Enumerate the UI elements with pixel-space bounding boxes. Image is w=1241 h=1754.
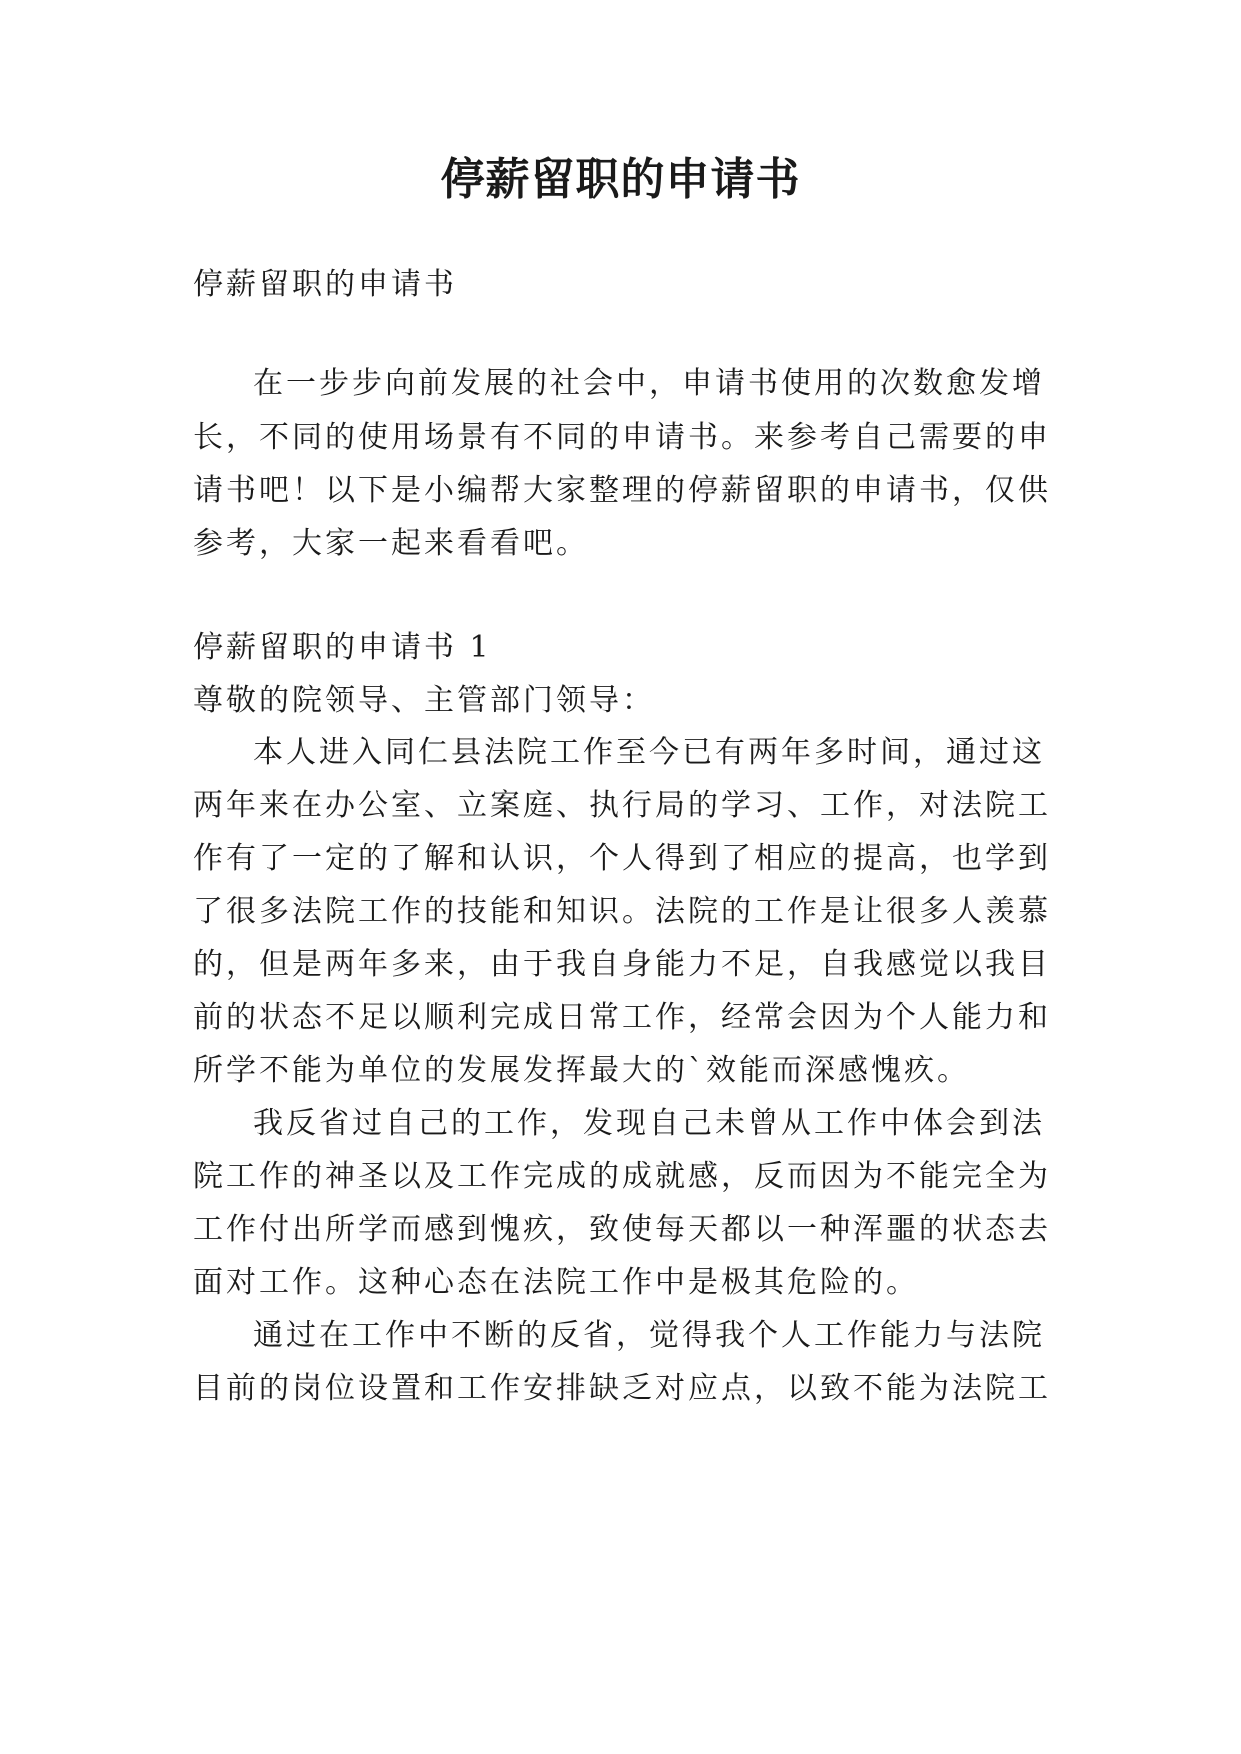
- intro-line: 请书吧！以下是小编帮大家整理的停薪留职的申请书，仅供: [193, 473, 1051, 508]
- paragraph-line: 作有了一定的了解和认识，个人得到了相应的提高，也学到: [193, 841, 1051, 876]
- document-subtitle: 停薪留职的申请书: [193, 267, 457, 302]
- paragraph-line: 我反省过自己的工作，发现自己未曾从工作中体会到法: [253, 1106, 1045, 1141]
- paragraph-line: 院工作的神圣以及工作完成的成就感，反而因为不能完全为: [193, 1159, 1051, 1194]
- salutation: 尊敬的院领导、主管部门领导：: [193, 683, 655, 718]
- paragraph-line: 本人进入同仁县法院工作至今已有两年多时间，通过这: [253, 735, 1045, 770]
- intro-line: 参考，大家一起来看看吧。: [193, 526, 589, 561]
- paragraph-line: 通过在工作中不断的反省，觉得我个人工作能力与法院: [253, 1318, 1045, 1353]
- paragraph-line: 两年来在办公室、立案庭、执行局的学习、工作，对法院工: [193, 788, 1051, 823]
- section-heading: 停薪留职的申请书 1: [193, 630, 492, 665]
- intro-line: 在一步步向前发展的社会中，申请书使用的次数愈发增: [253, 366, 1045, 401]
- paragraph-line: 面对工作。这种心态在法院工作中是极其危险的。: [193, 1265, 919, 1300]
- paragraph-line: 目前的岗位设置和工作安排缺乏对应点，以致不能为法院工: [193, 1371, 1051, 1406]
- paragraph-line: 前的状态不足以顺利完成日常工作，经常会因为个人能力和: [193, 1000, 1051, 1035]
- paragraph-line: 的，但是两年多来，由于我自身能力不足，自我感觉以我目: [193, 947, 1051, 982]
- paragraph-line: 所学不能为单位的发展发挥最大的`效能而深感愧疚。: [193, 1053, 970, 1088]
- paragraph-line: 了很多法院工作的技能和知识。法院的工作是让很多人羡慕: [193, 894, 1051, 929]
- document-title: 停薪留职的申请书: [440, 154, 801, 205]
- paragraph-line: 工作付出所学而感到愧疚，致使每天都以一种浑噩的状态去: [193, 1212, 1051, 1247]
- intro-line: 长，不同的使用场景有不同的申请书。来参考自己需要的申: [193, 420, 1051, 455]
